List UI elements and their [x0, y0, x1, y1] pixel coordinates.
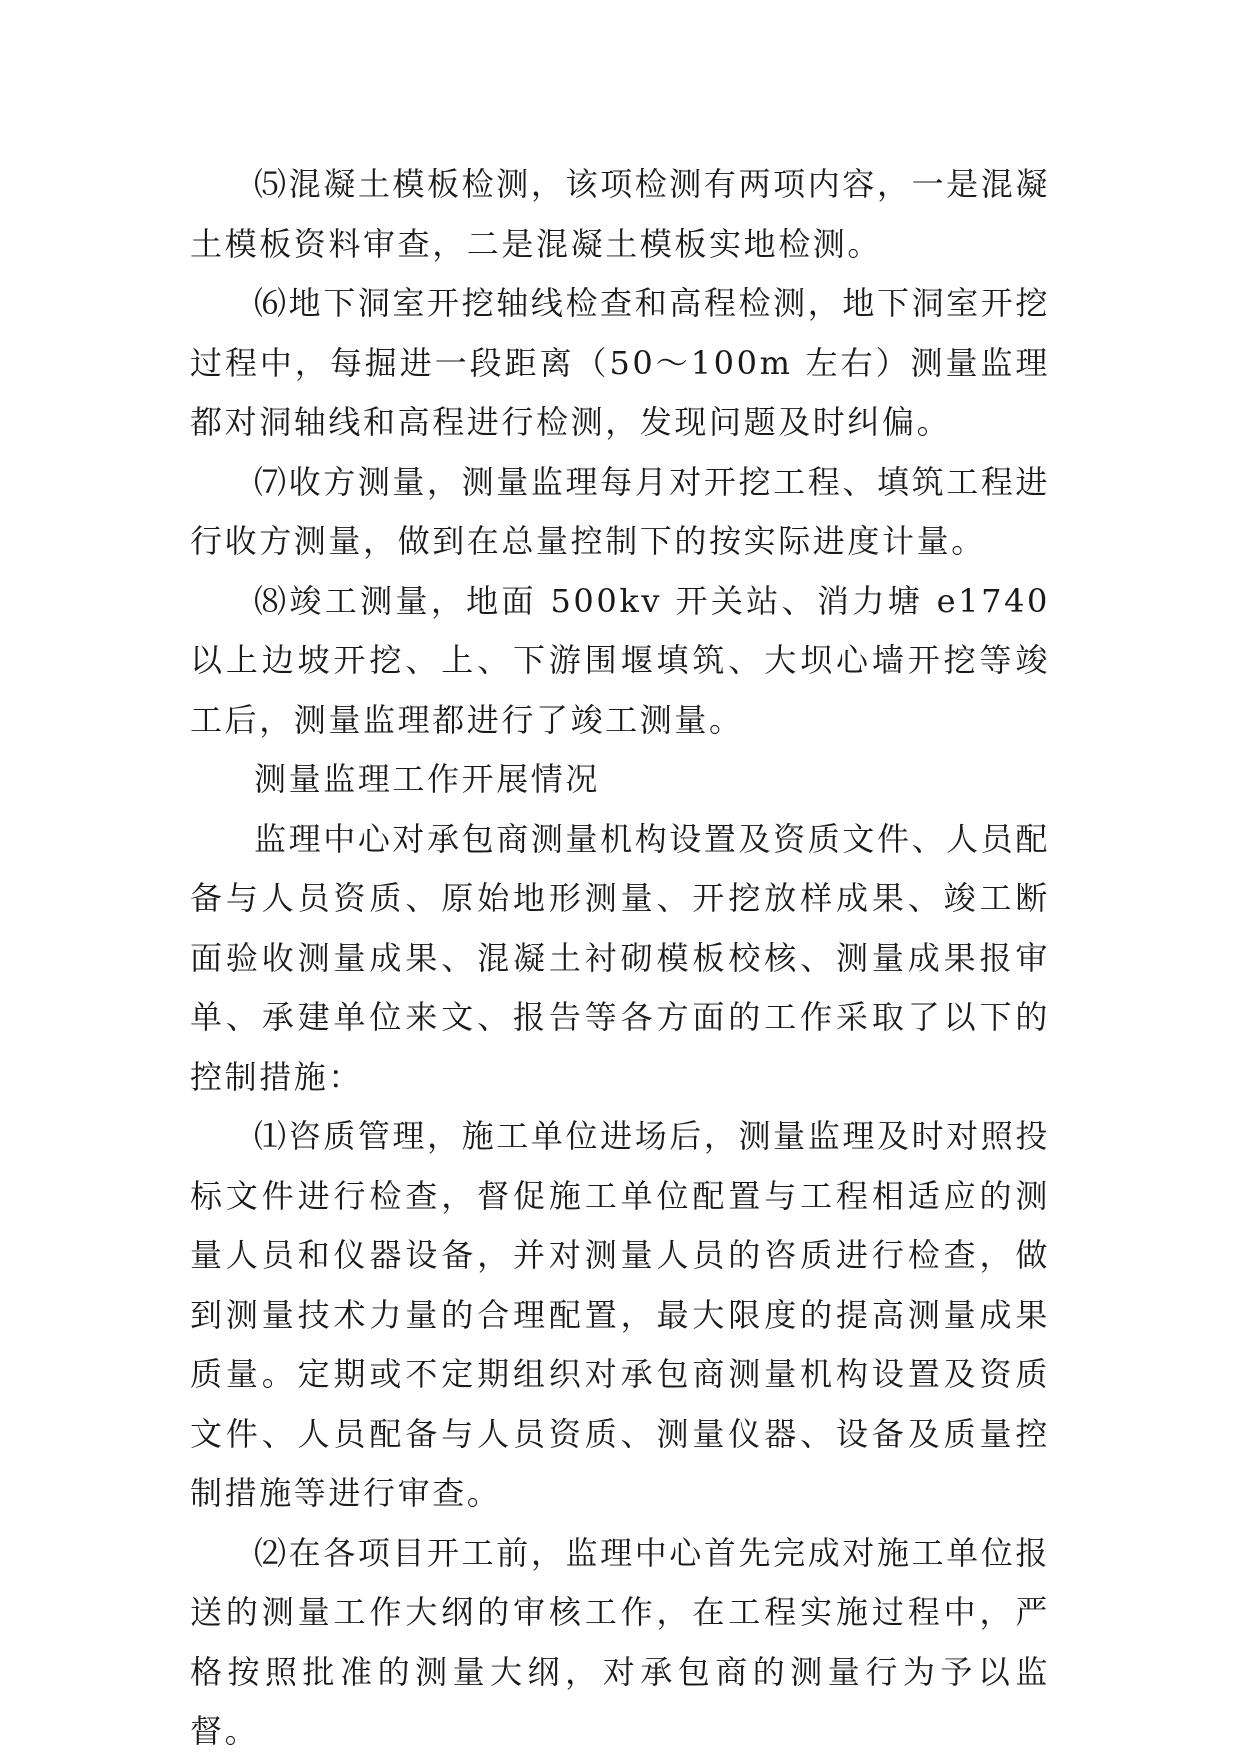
paragraph-quantity-survey: ⑺收方测量，测量监理每月对开挖工程、填筑工程进行收方测量，做到在总量控制下的按实际进度计量。: [190, 462, 1050, 560]
paragraph-tunnel-axis-elevation-check: ⑹地下洞室开挖轴线检查和高程检测，地下洞室开挖过程中，每掘进一段距离（50～100m 左右）测量监理都对洞轴线和高程进行检测，发现问题及时纠偏。: [190, 284, 1050, 441]
paragraph-survey-outline-review: ⑵在各项目开工前，监理中心首先完成对施工单位报送的测量工作大纲的审核工作，在工程实施过程中，严格按照批准的测量大纲，对承包商的测量行为予以监督。: [190, 1533, 1050, 1750]
paragraph-control-measures-intro: 监理中心对承包商测量机构设置及资质文件、人员配备与人员资质、原始地形测量、开挖放样成果、竣工断面验收测量成果、混凝土衬砌模板校核、测量成果报审单、承建单位来文、报告等各方面的工作采取了以下的控制措施：: [190, 819, 1050, 1096]
document-page: [190, 155, 1050, 1762]
paragraph-concrete-formwork-inspection: ⑸混凝土模板检测，该项检测有两项内容，一是混凝土模板资料审查，二是混凝土模板实地检测。: [190, 165, 1050, 263]
paragraph-completion-survey: ⑻竣工测量，地面 500kv 开关站、消力塘 e1740 以上边坡开挖、上、下游围堰填筑、大坝心墙开挖等竣工后，测量监理都进行了竣工测量。: [190, 581, 1050, 739]
paragraph-qualification-management: ⑴咨质管理，施工单位进场后，测量监理及时对照投标文件进行检查，督促施工单位配置与工程相适应的测量人员和仪器设备，并对测量人员的咨质进行检查，做到测量技术力量的合理配置，最大限度的提高测量成果质量。定期或不定期组织对承包商测量机构设置及资质文件、人员配备与人员资质、测量仪器、设备及质量控制措施等进行审查。: [190, 1117, 1050, 1512]
section-heading-survey-supervision: 测量监理工作开展情况: [254, 760, 601, 798]
